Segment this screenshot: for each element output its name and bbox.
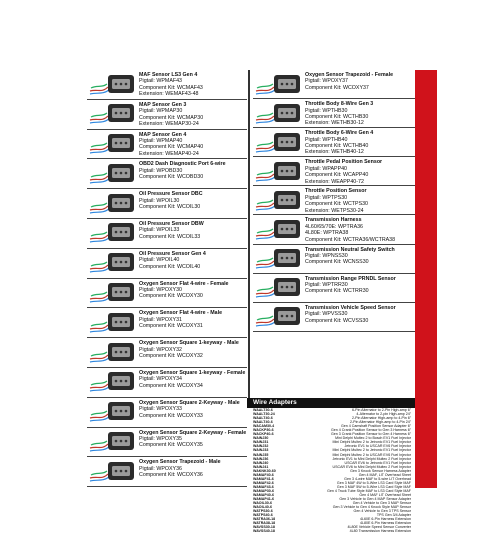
wire-adapter-description: Gen 3 Crank Position Sensor to Gen 4 Harness 6" [331,432,411,437]
wire-adapter-part: WAINJ35 [253,452,269,457]
entry-part-number: Pigtail: WPAPP40 [305,165,347,172]
entry-title: Oxygen Sensor Square 2-Keyway - Female [139,429,247,436]
nss-connector-icon [253,245,305,272]
wire-adapter-part: WAALT40-6 [253,416,273,421]
entry-part-number: Pigtail: WPVSS30 [305,311,348,318]
entry-part-number: Pigtail: WPOXY30 [139,286,182,293]
entry-title: Oxygen Sensor Flat 4-wire - Male [139,310,223,317]
entry-part-number: Pigtail: WPOIL40 [139,257,180,264]
wire-adapter-description: 4L80E 6-Pin Harness Extension [360,521,411,526]
catalog-entry [253,245,415,274]
wire-adapter-description: Gen 4 MAF LIT Overhead Sheet [359,492,411,497]
catalog-entry [87,457,247,487]
wire-adapter-part: WAALT30-6 [253,408,273,412]
tps-connector-icon [253,186,305,213]
oxygen-sensor-connector-icon [87,308,139,335]
entry-title: MAF Sensor LS3 Gen 4 [139,72,198,78]
catalog-entry [253,303,415,332]
wire-adapter-description: Gen 3 MAF 4W to 5-Wire LS3 Card Style MAF [336,480,411,485]
entry-part-number: 4L60/65/70E: WPTRA36 [305,223,364,230]
wire-adapter-part: WATRA36-18 [253,517,276,522]
wire-adapter-description: 6-Pin Alternator to 2-Pin High-amp 6" [351,408,411,412]
entry-title: Oil Pressure Sensor DBW [139,220,204,227]
entry-part-number: Component Kit: WCMAP30 [139,114,204,121]
wire-adapter-row [247,529,415,533]
entry-part-number: Component Kit: WCTRA36/WCTRA38 [305,236,396,243]
entry-part-number: Component Kit: WCNSS30 [305,259,369,266]
entry-part-number: Pigtail: WPOXY32 [139,346,182,353]
wire-adapter-description: 2-Pin Alternator High-amp to 4-Pin 24" [349,420,411,425]
wire-adapter-part: WACKP40-6 [253,432,274,437]
entry-part-number: Component Kit: WCOIL33 [139,233,201,240]
catalog-entry [253,215,415,244]
wire-adapter-part: WAVSS40-18 [253,529,275,533]
entry-title: Oxygen Sensor Square 2-Keyway - Male [139,399,240,406]
wire-adapter-part: WAINJ36 [253,456,269,461]
entry-title: Transmission Vehicle Speed Sensor [305,304,396,311]
wire-adapter-part: WAALT30-24 [253,412,275,417]
entry-title: Oxygen Sensor Square 1-keyway - Female [139,369,246,376]
maf-connector-icon [87,70,139,97]
entry-part-number: Component Kit: WCOXY36 [139,472,203,479]
transmission-connector-icon [253,215,305,242]
catalog-entry [87,338,247,368]
entry-part-number: Pigtail: WPOXY33 [139,406,182,413]
entry-part-number: Component Kit: WCOXY32 [139,352,203,359]
wire-adapter-part: WAOIL40-6 [253,505,272,510]
wire-adapter-part: WAMAF41-6 [253,476,274,481]
entry-part-number: Component Kit: WCOIL30 [139,204,201,210]
wire-adapter-description: USCAR EV6 to Mini Delphi Multec 2 Fuel Injector [332,464,411,469]
entry-title: Transmission Neutral Safety Switch [305,246,395,253]
wire-adapter-part: WAMAF42-6 [253,480,274,485]
map-connector-icon [87,130,139,157]
wire-adapter-description: 4-Alternator to 2-pin High-amp 24" [356,412,411,417]
wire-adapter-part: WAINJ40 [253,460,269,465]
wire-adapter-description: Jetronic EV1 to Mini Delphi Multec 2 Fuel Injector [332,456,411,461]
entry-part-number: Extension: WEAPP40-72 [305,178,364,185]
catalog-entry [253,70,415,99]
entry-title: OBD2 Dash Diagnostic Port 6-wire [139,161,226,168]
wire-adapter-part: WAMAP40-6 [253,492,274,497]
entry-part-number: Component Kit: WCOBD30 [139,174,204,181]
pedal-sensor-connector-icon [253,157,305,184]
wire-adapter-part: WACKP30-6 [253,428,274,433]
wire-adapter-description: 4L80E Vehicle Speed Sensor Converter [347,525,411,530]
wire-adapter-part: WAINJ31 [253,440,269,445]
catalog-entry [253,186,415,215]
entry-title: Oxygen Sensor Trapezoid - Male [139,459,221,466]
entry-title: MAP Sensor Gen 4 [139,131,187,138]
oxygen-sensor-connector-icon [87,457,139,484]
oxygen-sensor-connector-icon [87,338,139,365]
entry-part-number: Component Kit: WCMAP40 [139,144,204,151]
entry-part-number: Component Kit: WCTRR30 [305,288,369,295]
catalog-entry [87,308,247,338]
entry-part-number: Pigtail: WPTHB40 [305,136,348,143]
catalog-entry [87,189,247,219]
catalog-entry [87,428,247,458]
wire-adapter-description: 4L80 Transmission Harness Extension [349,529,411,533]
entry-title: Transmission Range PRNDL Sensor [305,275,396,282]
entry-part-number: Pigtail: WPTRR30 [305,282,348,289]
wire-adapter-part: WAALT40-6 [253,420,273,425]
entry-part-number: Extension: WEMAP40-24 [139,150,199,157]
catalog-entry [87,249,247,279]
entry-title: MAP Sensor Gen 3 [139,101,187,108]
entry-part-number: Component Kit: WCOXY33 [139,412,203,419]
wire-adapters-list [247,408,415,533]
wire-adapter-description: Jetronic EV1 to USCAR EV6 Fuel Injector [344,444,411,449]
wire-adapter-description: Gen 4 Crank Position Sensor to Gen 3 Harness 6" [331,428,411,433]
oil-sensor-connector-icon [87,189,139,216]
wire-adapter-part: WATPS40-6 [253,513,273,518]
entry-part-number: Pigtail: WPOIL33 [139,227,180,234]
prndl-connector-icon [253,274,305,301]
entry-part-number: Component Kit: WCAPP40 [305,172,369,179]
wire-adapter-description: Mini Delphi Multec 2 to USCAR EV6 Fuel Injector [332,452,411,457]
wire-adapter-description: Gen 4 MAF, LIT Overhead Sheet [358,472,411,477]
entry-part-number: Extension: WEMAP30-24 [139,121,199,128]
entry-title: Oxygen Sensor Square 1-keyway - Male [139,340,239,347]
entry-title: Throttle Pedal Position Sensor [305,159,383,166]
obd-connector-icon [87,159,139,186]
entry-title: Oxygen Sensor Flat 4-wire - Female [139,280,229,287]
oil-sensor-connector-icon [87,249,139,276]
catalog-entry [87,130,247,160]
catalog-entry [87,219,247,249]
wire-adapter-description: 4L60E 6-Pin Harness Extension [360,517,411,522]
wire-adapter-description: Gen 4 Camshaft Position Sensor Adapter 6" [341,424,411,429]
wire-adapter-part: WAMAF40-6 [253,472,274,477]
wire-adapter-part: WAMAF43-6 [253,484,274,489]
catalog-entry [253,99,415,128]
wire-adapter-description: 2-Pin Alternator High-amp to 4-Pin 6" [351,416,411,421]
wire-adapter-part: WAINJ30 [253,436,269,441]
wire-adapter-part: WAMAP30-6 [253,488,274,493]
entry-part-number: Pigtail: WPMAP30 [139,108,183,115]
entry-part-number: Pigtail: WPOXY35 [139,435,182,442]
entry-part-number: Extension: WETHB30-12 [305,120,364,127]
wire-adapter-part: WAMAP41-6 [253,497,274,502]
entry-part-number: Pigtail: WPOXY34 [139,376,182,383]
wire-adapter-description: Gen 4 Truck Tube Style MAF to LS3 Card Style MAF [327,488,411,493]
oxygen-sensor-connector-icon [253,70,305,97]
catalog-entry [87,100,247,130]
entry-part-number: Component Kit: WCMAF43 [139,84,203,91]
entry-title: Transmission Harness [305,217,362,224]
wire-adapter-part: WAINJ41 [253,464,269,469]
catalog-entry [87,398,247,428]
wire-adapter-part: WATPS30-6 [253,509,273,514]
wire-adapter-description: Gen 3 Vehicle to Gen 4 MAP Sensor Adapter [339,497,411,502]
wire-adapters-panel [247,398,415,533]
throttle-body-connector-icon [253,99,305,126]
entry-part-number: Pigtail: WPOXY31 [139,316,182,323]
oxygen-sensor-connector-icon [87,398,139,425]
entry-part-number: Extension: WETPS30-24 [305,207,364,214]
wire-adapter-description: Mini Delphi Multec 2 to Jetronic EV1 Fuel Injector [332,448,411,453]
catalog-entry [87,368,247,398]
red-side-bar [415,70,437,488]
entry-title: Throttle Body 6-Wire Gen 4 [305,130,374,137]
wire-adapter-part: WATRA38-18 [253,521,276,526]
oxygen-sensor-connector-icon [87,368,139,395]
wire-adapter-description: Gen 3 Vehicle to Gen 4 Knock Style MAP Sensor [332,505,411,510]
wire-adapter-description: Gen 3 MAF 5W to 5-Wire LS3 Card Style MAF [336,484,411,489]
entry-title: Oxygen Sensor Trapezoid - Female [305,72,394,78]
wire-adapter-part: WACAM30-4 [253,424,275,429]
wire-adapter-part: WAVSS30-18 [253,525,275,530]
entry-part-number: Pigtail: WPTPS30 [305,194,348,201]
entry-title: Oil Pressure Sensor Gen 4 [139,250,206,257]
entry-part-number: Pigtail: WPMAP40 [139,138,183,144]
right-column [253,70,415,332]
entry-part-number: Pigtail: WPNSS30 [305,252,348,259]
entry-part-number: Component Kit: WCOXY35 [139,442,203,449]
entry-part-number: Pigtail: WPOXY37 [305,78,348,85]
throttle-body-connector-icon [253,128,305,155]
entry-title: Throttle Position Sensor [305,188,367,195]
wire-adapter-part: WAINJ33 [253,448,269,453]
wire-adapter-part: WAINJ32 [253,444,269,449]
entry-part-number: Component Kit: WCTPS30 [305,201,368,208]
entry-part-number: Pigtail: WPOIL30 [139,197,180,204]
wire-adapter-part: WAOIL30-6 [253,501,272,506]
catalog-entry [87,279,247,309]
oil-sensor-connector-icon [87,219,139,246]
vss-connector-icon [253,303,305,330]
catalog-entry [253,128,415,157]
entry-part-number: Component Kit: WCOIL40 [139,263,201,270]
catalog-entry [253,274,415,303]
entry-part-number: Component Kit: WCTHB40 [305,143,369,149]
entry-part-number: Extension: WETHB40-12 [305,149,364,156]
left-column [87,70,247,487]
wire-adapter-description: Gen 4 Vehicle to Gen 3 TPS Sensor [353,509,411,514]
entry-part-number: Component Kit: WCTHB30 [305,113,369,120]
wire-adapter-description: Mini Delphi Multec 2 to Bosch EV1 Fuel Injector [335,436,411,441]
entry-part-number: Component Kit: WCOXY37 [305,84,369,91]
entry-part-number: Pigtail: WPOBD30 [139,167,183,174]
wire-adapters-heading: Wire Adapters [247,398,415,408]
map-connector-icon [87,100,139,127]
entry-part-number: Pigtail: WPMAF43 [139,78,182,85]
entry-part-number: Component Kit: WCOXY34 [139,382,203,389]
wire-adapter-part: WAKNK30-60 [253,468,276,473]
catalog-entry [253,157,415,186]
wire-adapter-description: Mini Delphi Multec 2 to Jetronic EV1 Fuel Injector [332,440,411,445]
entry-title: Oil Pressure Sensor DBC [139,191,203,198]
wire-adapter-description: Gen 4 Vehicle to Gen 3 MAP Sensor [352,501,411,506]
catalog-entry [87,70,247,100]
wire-adapter-description: Gen 3 Knock Sensor Harness Adapter [350,468,411,473]
column-divider [248,70,250,398]
wire-adapter-description: TPS Gen 3/4 Adapter [376,513,411,518]
oxygen-sensor-connector-icon [87,428,139,455]
wire-adapter-description: Gen 3 4-wire MAF to 5-wire LIT Overhead [344,476,411,481]
entry-part-number: Pigtail: WPTHB30 [305,107,348,114]
entry-title: Throttle Body 8-Wire Gen 3 [305,101,374,108]
entry-part-number: Pigtail: WPOXY36 [139,465,182,472]
catalog-sheet [87,70,415,533]
oxygen-sensor-connector-icon [87,279,139,306]
entry-part-number: Component Kit: WCVSS30 [305,317,369,324]
catalog-entry [87,159,247,189]
entry-part-number: Extension: WEMAF43-48 [139,91,199,98]
entry-part-number: Component Kit: WCOXY31 [139,323,203,330]
entry-part-number: Component Kit: WCOXY30 [139,293,203,300]
entry-part-number: 4L80E: WPTRA38 [305,230,349,237]
wire-adapter-description: USCAR EV6 to Jetronic EV1 Fuel Injector [344,460,411,465]
